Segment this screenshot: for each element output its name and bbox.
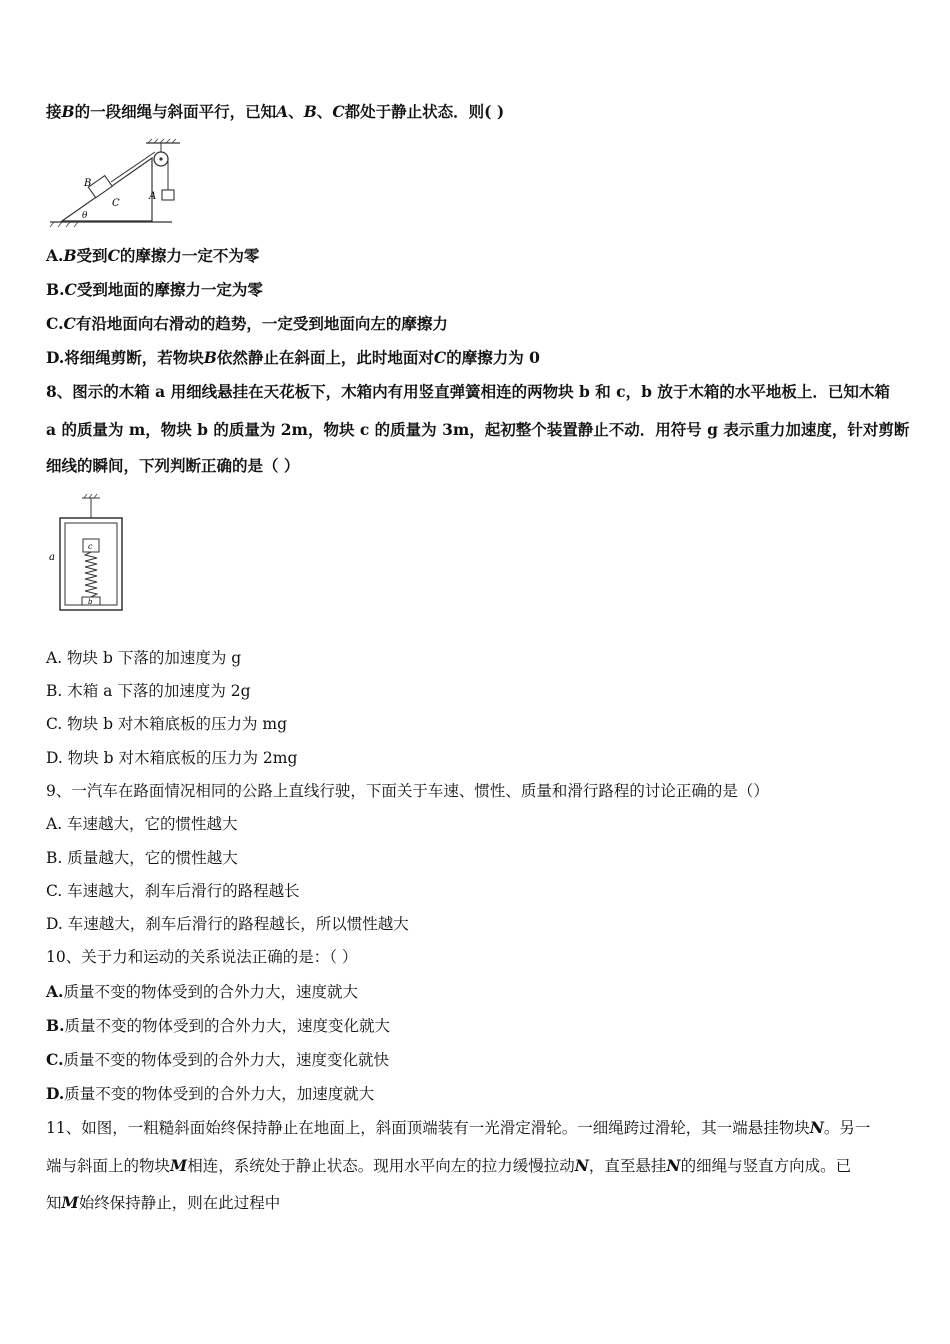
q7-option-b: B.C受到地面的摩擦力一定为零 [46,280,263,299]
q8-option-b: B. 木箱 a 下落的加速度为 2g [46,682,251,700]
q7-fig-label-b: B [84,178,92,189]
q7-stem: 接B的一段细绳与斜面平行，已知A、B、C都处于静止状态．则( ) [46,102,505,121]
q9-option-d: D. 车速越大，刹车后滑行的路程越长，所以惯性越大 [46,915,409,933]
q8-stem-line-1: 8、图示的木箱 a 用细线悬挂在天花板下，木箱内有用竖直弹簧相连的两物块 b 和 c，b 放于木箱的水平地板上．已知木箱 [46,382,890,401]
q8-stem-line-3: 细线的瞬间，下列判断正确的是（ ） [46,456,300,475]
q10-option-b: B.质量不变的物体受到的合外力大，速度变化就大 [46,1016,391,1035]
q8-option-c: C. 物块 b 对木箱底板的压力为 mg [46,715,287,733]
q10-option-d: D.质量不变的物体受到的合外力大，加速度就大 [46,1084,375,1103]
q11-stem-line-1: 11、如图，一粗糙斜面始终保持静止在地面上，斜面顶端装有一光滑定滑轮。一细绳跨过滑轮，其一端悬挂物块N。另一 [46,1118,871,1137]
q8-stem-line-2: a 的质量为 m，物块 b 的质量为 2m，物块 c 的质量为 3m，起初整个装置静止不动．用符号 g 表示重力加速度，针对剪断 [46,420,910,439]
q7-option-a: A.B受到C的摩擦力一定不为零 [46,246,260,265]
q8-option-d: D. 物块 b 对木箱底板的压力为 2mg [46,749,298,767]
q7-option-c: C.C有沿地面向右滑动的趋势，一定受到地面向左的摩擦力 [46,314,448,333]
q7-option-d: D.将细绳剪断，若物块B依然静止在斜面上，此时地面对C的摩擦力为 0 [46,348,540,367]
q8-fig-label-c: c [88,542,93,551]
q7-fig-label-theta: θ [82,211,88,221]
q8-fig-label-a: a [49,552,55,563]
q9-option-c: C. 车速越大，刹车后滑行的路程越长 [46,882,300,900]
q9-option-a: A. 车速越大，它的惯性越大 [46,815,238,833]
q8-fig-label-b: b [88,598,93,606]
q7-fig-label-c: C [112,198,120,209]
q7-fig-label-a: A [149,191,157,202]
q9-option-b: B. 质量越大，它的惯性越大 [46,849,238,867]
q10-option-a: A.质量不变的物体受到的合外力大，速度就大 [46,982,358,1001]
q9-stem: 9、一汽车在路面情况相同的公路上直线行驶，下面关于车速、惯性、质量和滑行路程的讨论正确的是（） [46,782,769,800]
q7-incline-pulley-figure [48,138,188,230]
q8-option-a: A. 物块 b 下落的加速度为 g [46,649,242,667]
q10-stem: 10、关于力和运动的关系说法正确的是：（ ） [46,948,358,966]
q11-stem-line-2: 端与斜面上的物块M相连，系统处于静止状态。现用水平向左的拉力缓慢拉动N，直至悬挂N的细绳与竖直方向成。已 [46,1156,852,1175]
q8-box-spring-figure [46,494,132,616]
q10-option-c: C.质量不变的物体受到的合外力大，速度变化就快 [46,1050,389,1069]
q11-stem-line-3: 知M始终保持静止，则在此过程中 [46,1193,281,1212]
